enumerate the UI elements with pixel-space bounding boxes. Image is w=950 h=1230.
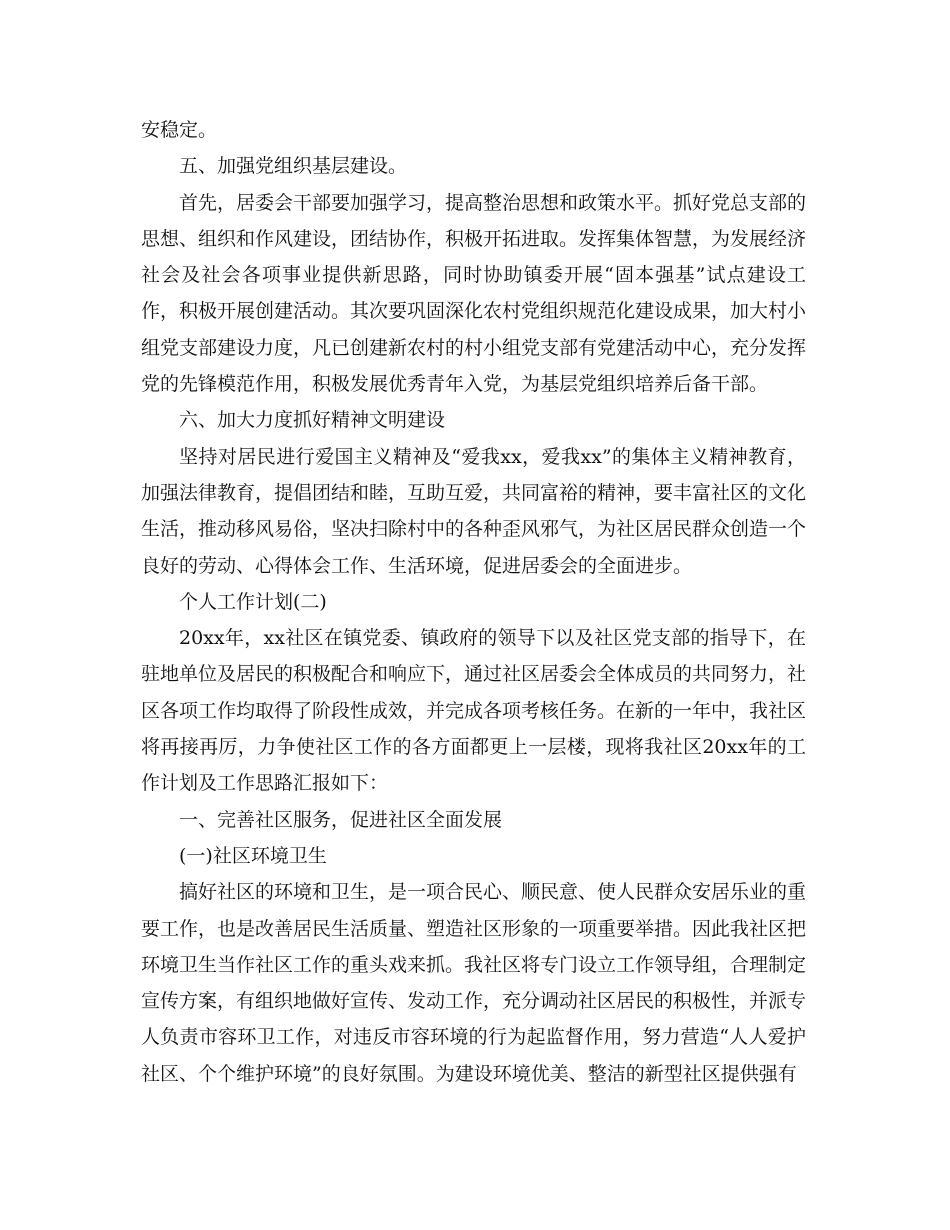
subsection-heading: (一)社区环境卫生 [179,844,327,867]
section-heading: 六、加大力度抓好精神文明建设 [179,409,446,432]
document-body [141,112,806,1092]
section-heading: 五、加强党组织基层建设。 [179,155,408,178]
paragraph: 首先，居委会干部要加强学习，提高整治思想和政策水平。抓好党总支部的思想、组织和作风建设，团结协作，积极开拓进取。发挥集体智慧，为发展经济社会及社会各项事业提供新思路，同时协助镇委开展“固本强基”试点建设工作，积极开展创建活动。其次要巩固深化农村党组织规范化建设成果，加大村小组党支部建设力度，凡已创建新农村的村小组党支部有党建活动中心，充分发挥党的先锋模范作用，积极发展优秀青年入党，为基层党组织培养后备干部。 [141,191,807,396]
paragraph: 搞好社区的环境和卫生，是一项合民心、顺民意、使人民群众安居乐业的重要工作，也是改善居民生活质量、塑造社区形象的一项重要举措。因此我社区把环境卫生当作社区工作的重头戏来抓。我社区将专门设立工作领导组，合理制定宣传方案，有组织地做好宣传、发动工作，充分调动社区居民的积极性，并派专人负责市容环卫工作，对违反市容环境的行为起监督作用，努力营造“人人爱护社区、个个维护环境”的良好氛围。为建设环境优美、整洁的新型社区提供强有 [141,881,807,1085]
paragraph: 坚持对居民进行爱国主义精神及“爱我xx，爱我xx”的集体主义精神教育，加强法律教育，提倡团结和睦，互助互爱，共同富裕的精神，要丰富社区的文化生活，推动移风易俗，坚决扫除村中的各种歪风邪气，为社区居民群众创造一个良好的劳动、心得体会工作、生活环境，促进居委会的全面进步。 [141,445,807,577]
paragraph: 安稳定。 [141,119,218,141]
section-heading: 一、完善社区服务，促进社区全面发展 [179,808,503,831]
document-subtitle: 个人工作计划(二) [179,590,327,613]
paragraph: 20xx年，xx社区在镇党委、镇政府的领导下以及社区党支部的指导下，在驻地单位及居民的积极配合和响应下，通过社区居委会全体成员的共同努力，社区各项工作均取得了阶段性成效，并完成各项考核任务。在新的一年中，我社区将再接再厉，力争使社区工作的各方面都更上一层楼，现将我社区20xx年的工作计划及工作思路汇报如下： [141,627,807,795]
